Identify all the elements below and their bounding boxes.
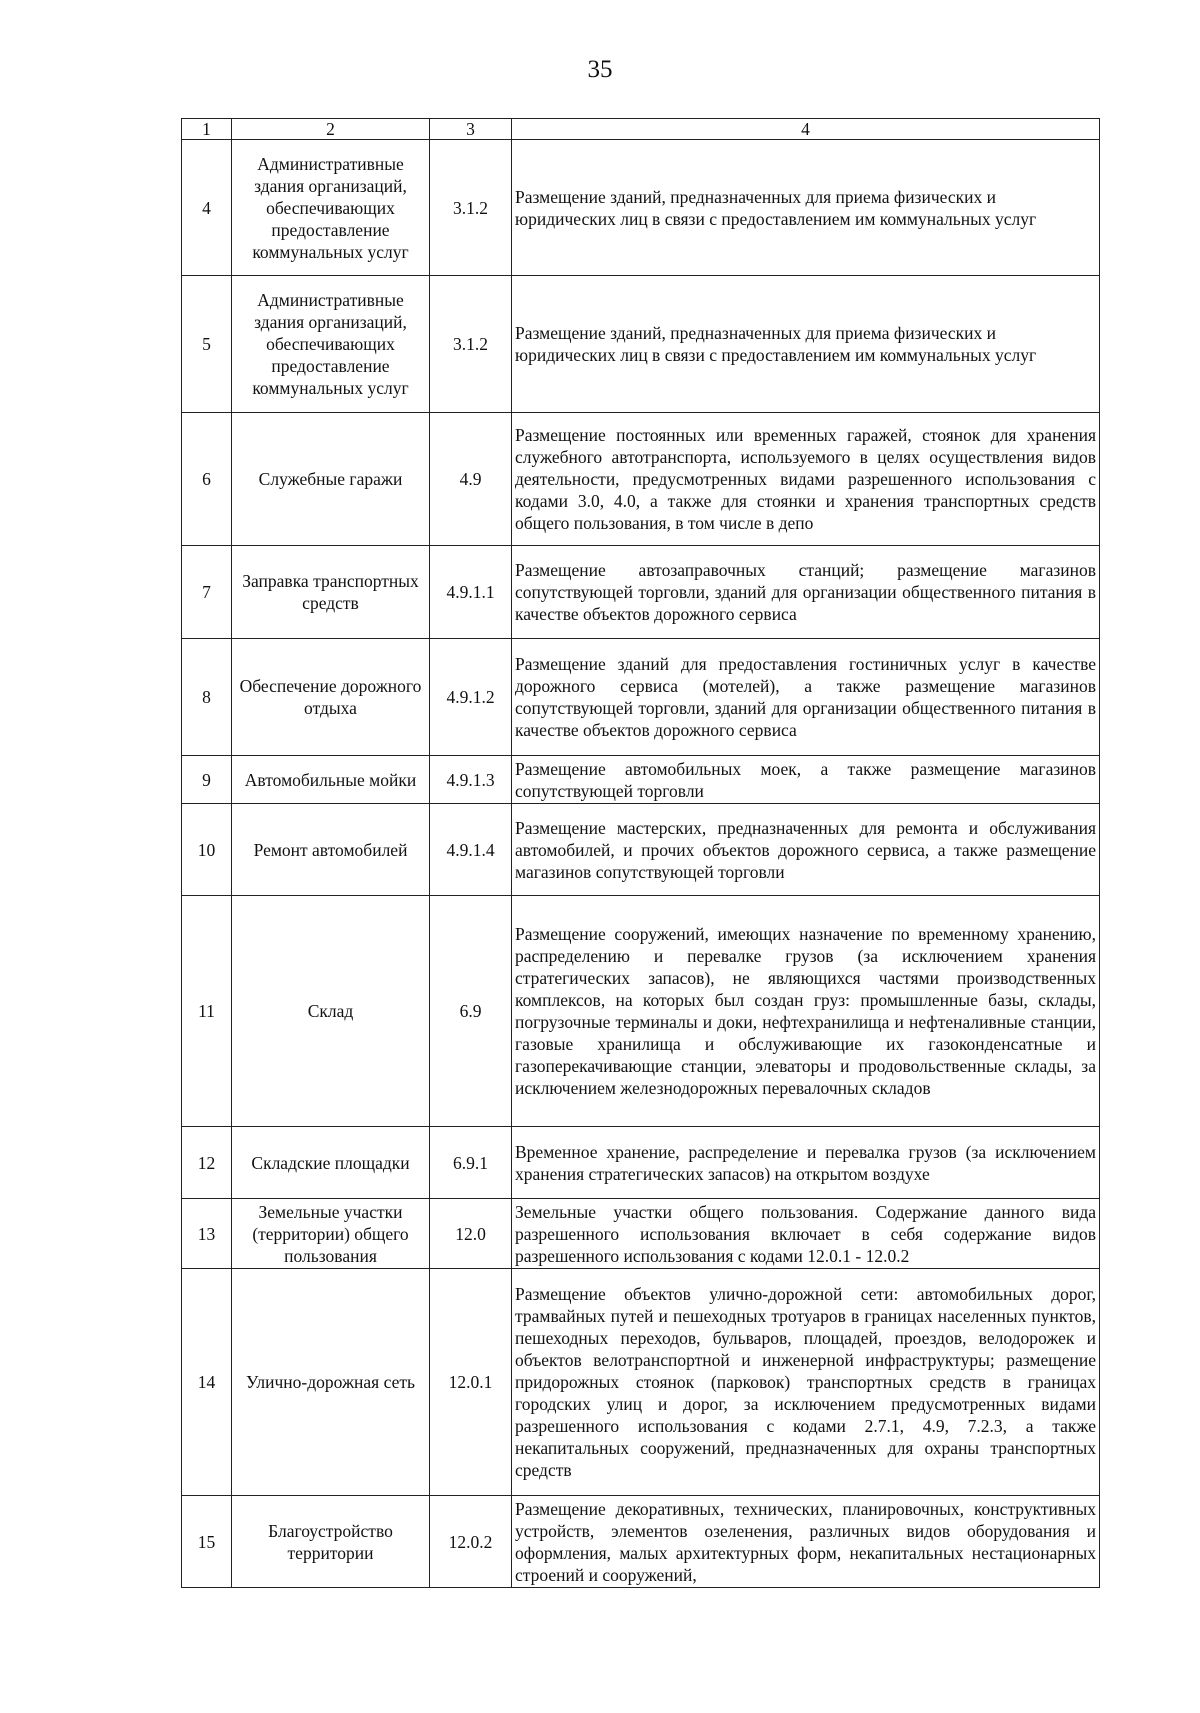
table-row — [182, 546, 1100, 639]
table-row — [182, 804, 1100, 896]
use-name: Административные здания организаций, обеспечивающих предоставление коммунальных услуг — [232, 140, 430, 276]
use-description: Размещение мастерских, предназначенных для ремонта и обслуживания автомобилей, и прочих объектов дорожного сервиса, а также размещение магазинов сопутствующей торговли — [512, 804, 1100, 896]
row-number: 12 — [182, 1127, 232, 1199]
table-row — [182, 639, 1100, 756]
row-number: 5 — [182, 276, 232, 413]
use-name: Земельные участки (территории) общего пользования — [232, 1199, 430, 1269]
use-code: 6.9.1 — [430, 1127, 512, 1199]
table-row — [182, 756, 1100, 804]
use-code: 4.9 — [430, 413, 512, 546]
use-name: Автомобильные мойки — [232, 756, 430, 804]
use-name: Административные здания организаций, обеспечивающих предоставление коммунальных услуг — [232, 276, 430, 413]
use-description: Земельные участки общего пользования. Содержание данного вида разрешенного использования включает в себя содержание видов разрешенного использования с кодами 12.0.1 - 12.0.2 — [512, 1199, 1100, 1269]
use-description: Размещение зданий, предназначенных для приема физических и юридических лиц в связи с предоставлением им коммунальных услуг — [512, 276, 1100, 413]
row-number: 14 — [182, 1269, 232, 1496]
row-number: 8 — [182, 639, 232, 756]
row-number: 6 — [182, 413, 232, 546]
row-number: 15 — [182, 1496, 232, 1588]
use-description: Размещение зданий для предоставления гостиничных услуг в качестве дорожного сервиса (мотелей), а также размещение магазинов сопутствующей торговли, зданий для организации общественного питания в качестве объектов дорожного сервиса — [512, 639, 1100, 756]
header-col-2: 2 — [232, 119, 430, 140]
use-code: 12.0 — [430, 1199, 512, 1269]
land-use-table — [181, 118, 1100, 1588]
use-name: Обеспечение дорожного отдыха — [232, 639, 430, 756]
row-number: 11 — [182, 896, 232, 1127]
use-description: Размещение зданий, предназначенных для приема физических и юридических лиц в связи с предоставлением им коммунальных услуг — [512, 140, 1100, 276]
use-description: Размещение автомобильных моек, а также размещение магазинов сопутствующей торговли — [512, 756, 1100, 804]
table-row — [182, 413, 1100, 546]
table-row — [182, 1496, 1100, 1588]
use-description: Размещение декоративных, технических, планировочных, конструктивных устройств, элементов озеленения, различных видов оборудования и оформления, малых архитектурных форм, некапитальных нестационарных строений и сооружений, — [512, 1496, 1100, 1588]
use-name: Заправка транспортных средств — [232, 546, 430, 639]
table-row — [182, 1127, 1100, 1199]
use-description: Размещение постоянных или временных гаражей, стоянок для хранения служебного автотранспорта, используемого в целях осуществления видов деятельности, предусмотренных видами разрешенного использования с кодами 3.0, 4.0, а также для стоянки и хранения транспортных средств общего пользования, в том числе в депо — [512, 413, 1100, 546]
row-number: 9 — [182, 756, 232, 804]
use-description: Временное хранение, распределение и перевалка грузов (за исключением хранения стратегических запасов) на открытом воздухе — [512, 1127, 1100, 1199]
use-description: Размещение автозаправочных станций; размещение магазинов сопутствующей торговли, зданий для организации общественного питания в качестве объектов дорожного сервиса — [512, 546, 1100, 639]
use-code: 4.9.1.3 — [430, 756, 512, 804]
row-number: 13 — [182, 1199, 232, 1269]
use-code: 4.9.1.4 — [430, 804, 512, 896]
table-row — [182, 896, 1100, 1127]
use-code: 3.1.2 — [430, 140, 512, 276]
use-description: Размещение объектов улично-дорожной сети: автомобильных дорог, трамвайных путей и пешеходных тротуаров в границах населенных пунктов, пешеходных переходов, бульваров, площадей, проездов, велодорожек и объектов велотранспортной и инженерной инфраструктуры; размещение придорожных стоянок (парковок) транспортных средств в границах городских улиц и дорог, за исключением предусмотренных видами разрешенного использования с кодами 2.7.1, 4.9, 7.2.3, а также некапитальных сооружений, предназначенных для охраны транспортных средств — [512, 1269, 1100, 1496]
use-code: 12.0.2 — [430, 1496, 512, 1588]
row-number: 10 — [182, 804, 232, 896]
use-code: 4.9.1.2 — [430, 639, 512, 756]
header-col-1: 1 — [182, 119, 232, 140]
use-name: Складские площадки — [232, 1127, 430, 1199]
use-name: Улично-дорожная сеть — [232, 1269, 430, 1496]
use-description: Размещение сооружений, имеющих назначение по временному хранению, распределению и перевалке грузов (за исключением хранения стратегических запасов), не являющихся частями производственных комплексов, на которых был создан груз: промышленные базы, склады, погрузочные терминалы и доки, нефтехранилища и нефтеналивные станции, газовые хранилища и обслуживающие их газоконденсатные и газоперекачивающие станции, элеваторы и продовольственные склады, за исключением железнодорожных перевалочных складов — [512, 896, 1100, 1127]
use-code: 12.0.1 — [430, 1269, 512, 1496]
page-number: 35 — [587, 56, 613, 83]
use-name: Ремонт автомобилей — [232, 804, 430, 896]
header-col-3: 3 — [430, 119, 512, 140]
use-name: Благоустройство территории — [232, 1496, 430, 1588]
table-row — [182, 276, 1100, 413]
use-code: 3.1.2 — [430, 276, 512, 413]
table-row — [182, 1199, 1100, 1269]
row-number: 4 — [182, 140, 232, 276]
use-code: 6.9 — [430, 896, 512, 1127]
use-name: Склад — [232, 896, 430, 1127]
use-code: 4.9.1.1 — [430, 546, 512, 639]
table-header-row — [182, 119, 1100, 140]
header-col-4: 4 — [512, 119, 1100, 140]
table-row — [182, 140, 1100, 276]
row-number: 7 — [182, 546, 232, 639]
table-row — [182, 1269, 1100, 1496]
use-name: Служебные гаражи — [232, 413, 430, 546]
